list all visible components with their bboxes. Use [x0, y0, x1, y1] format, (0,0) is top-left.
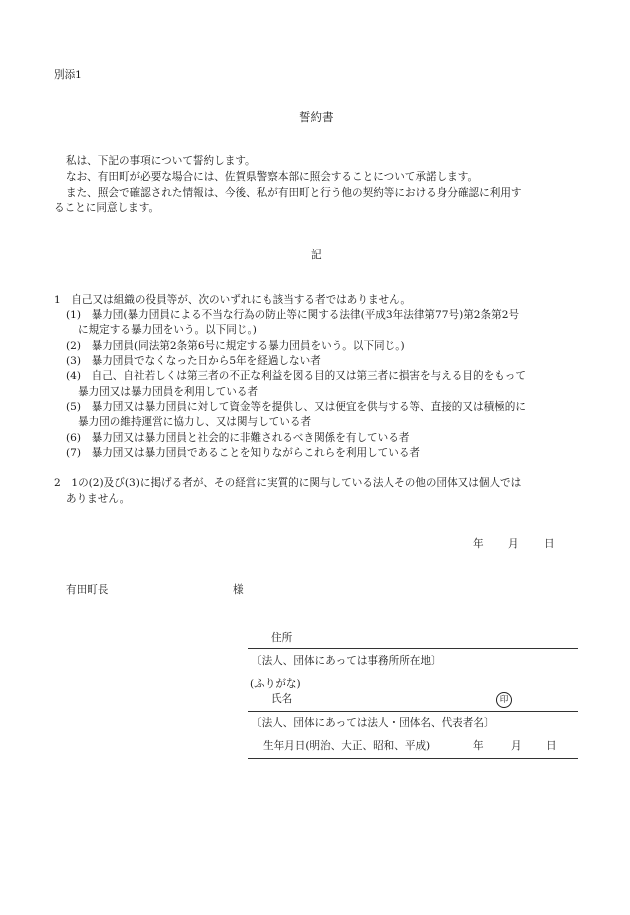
- document-title: 誓約書: [299, 110, 334, 124]
- date-day: 日: [544, 538, 555, 550]
- intro-line-1: 私は、下記の事項について誓約します。: [66, 155, 256, 167]
- intro-line-4: ることに同意します。: [54, 202, 160, 214]
- item-3: (3) 暴力団員でなくなった日から5年を経過しない者: [66, 355, 321, 367]
- name-note: 〔法人、団体にあっては法人・団体名、代表者名〕: [251, 717, 495, 729]
- item-5-cont: 暴力団の維持運営に協力し、又は関与している者: [78, 416, 312, 428]
- item-6: (6) 暴力団又は暴力団員と社会的に非難されるべき関係を有している者: [66, 432, 410, 444]
- birth-day: 日: [546, 740, 557, 752]
- name-label: 氏名: [271, 693, 293, 705]
- addressee-name: 有田町長: [66, 584, 109, 596]
- address-label: 住所: [271, 632, 293, 644]
- address-line: [248, 648, 578, 649]
- item-1: (1) 暴力団(暴力団員による不当な行為の防止等に関する法律(平成3年法律第77号)第2条第2号: [66, 309, 520, 321]
- section2-line-1: 2 1の(2)及び(3)に掲げる者が、その経営に実質的に関与している法人その他の団体又は個人では: [54, 477, 522, 489]
- item-1-cont: に規定する暴力団をいう。以下同じ。): [78, 324, 257, 336]
- addressee-honorific: 様: [233, 584, 244, 596]
- section2-line-2: ありません。: [66, 493, 131, 505]
- date-month: 月: [508, 538, 519, 550]
- ki-heading: 記: [311, 249, 322, 261]
- address-note: 〔法人、団体にあっては事務所所在地〕: [251, 655, 442, 667]
- item-5: (5) 暴力団又は暴力団員に対して資金等を提供し、又は便宜を供与する等、直接的又は積極的に: [66, 401, 526, 413]
- item-7: (7) 暴力団又は暴力団員であることを知りながらこれらを利用している者: [66, 447, 421, 459]
- intro-line-2: なお、有田町が必要な場合には、佐賀県警察本部に照会することについて承諾します。: [66, 171, 479, 183]
- item-4: (4) 自己、自社若しくは第三者の不正な利益を図る目的又は第三者に損害を与える目的をもって: [66, 370, 526, 382]
- attachment-label: 別添1: [54, 69, 82, 81]
- item-4-cont: 暴力団又は暴力団員を利用している者: [78, 386, 259, 398]
- date-year: 年: [473, 538, 484, 550]
- item-2: (2) 暴力団員(同法第2条第6号に規定する暴力団員をいう。以下同じ。): [66, 340, 405, 352]
- intro-line-3: また、照会で確認された情報は、今後、私が有田町と行う他の契約等における身分確認に利用す: [66, 187, 522, 199]
- furigana-label: (ふりがな): [250, 678, 301, 690]
- section1-heading: 1 自己又は組織の役員等が、次のいずれにも該当する者ではありません。: [54, 294, 411, 306]
- birth-month: 月: [511, 740, 522, 752]
- birth-year: 年: [473, 740, 484, 752]
- name-line: [248, 711, 578, 712]
- birthdate-label: 生年月日(明治、大正、昭和、平成): [263, 740, 431, 752]
- seal-mark: 印: [496, 692, 512, 708]
- birthdate-line: [248, 758, 578, 759]
